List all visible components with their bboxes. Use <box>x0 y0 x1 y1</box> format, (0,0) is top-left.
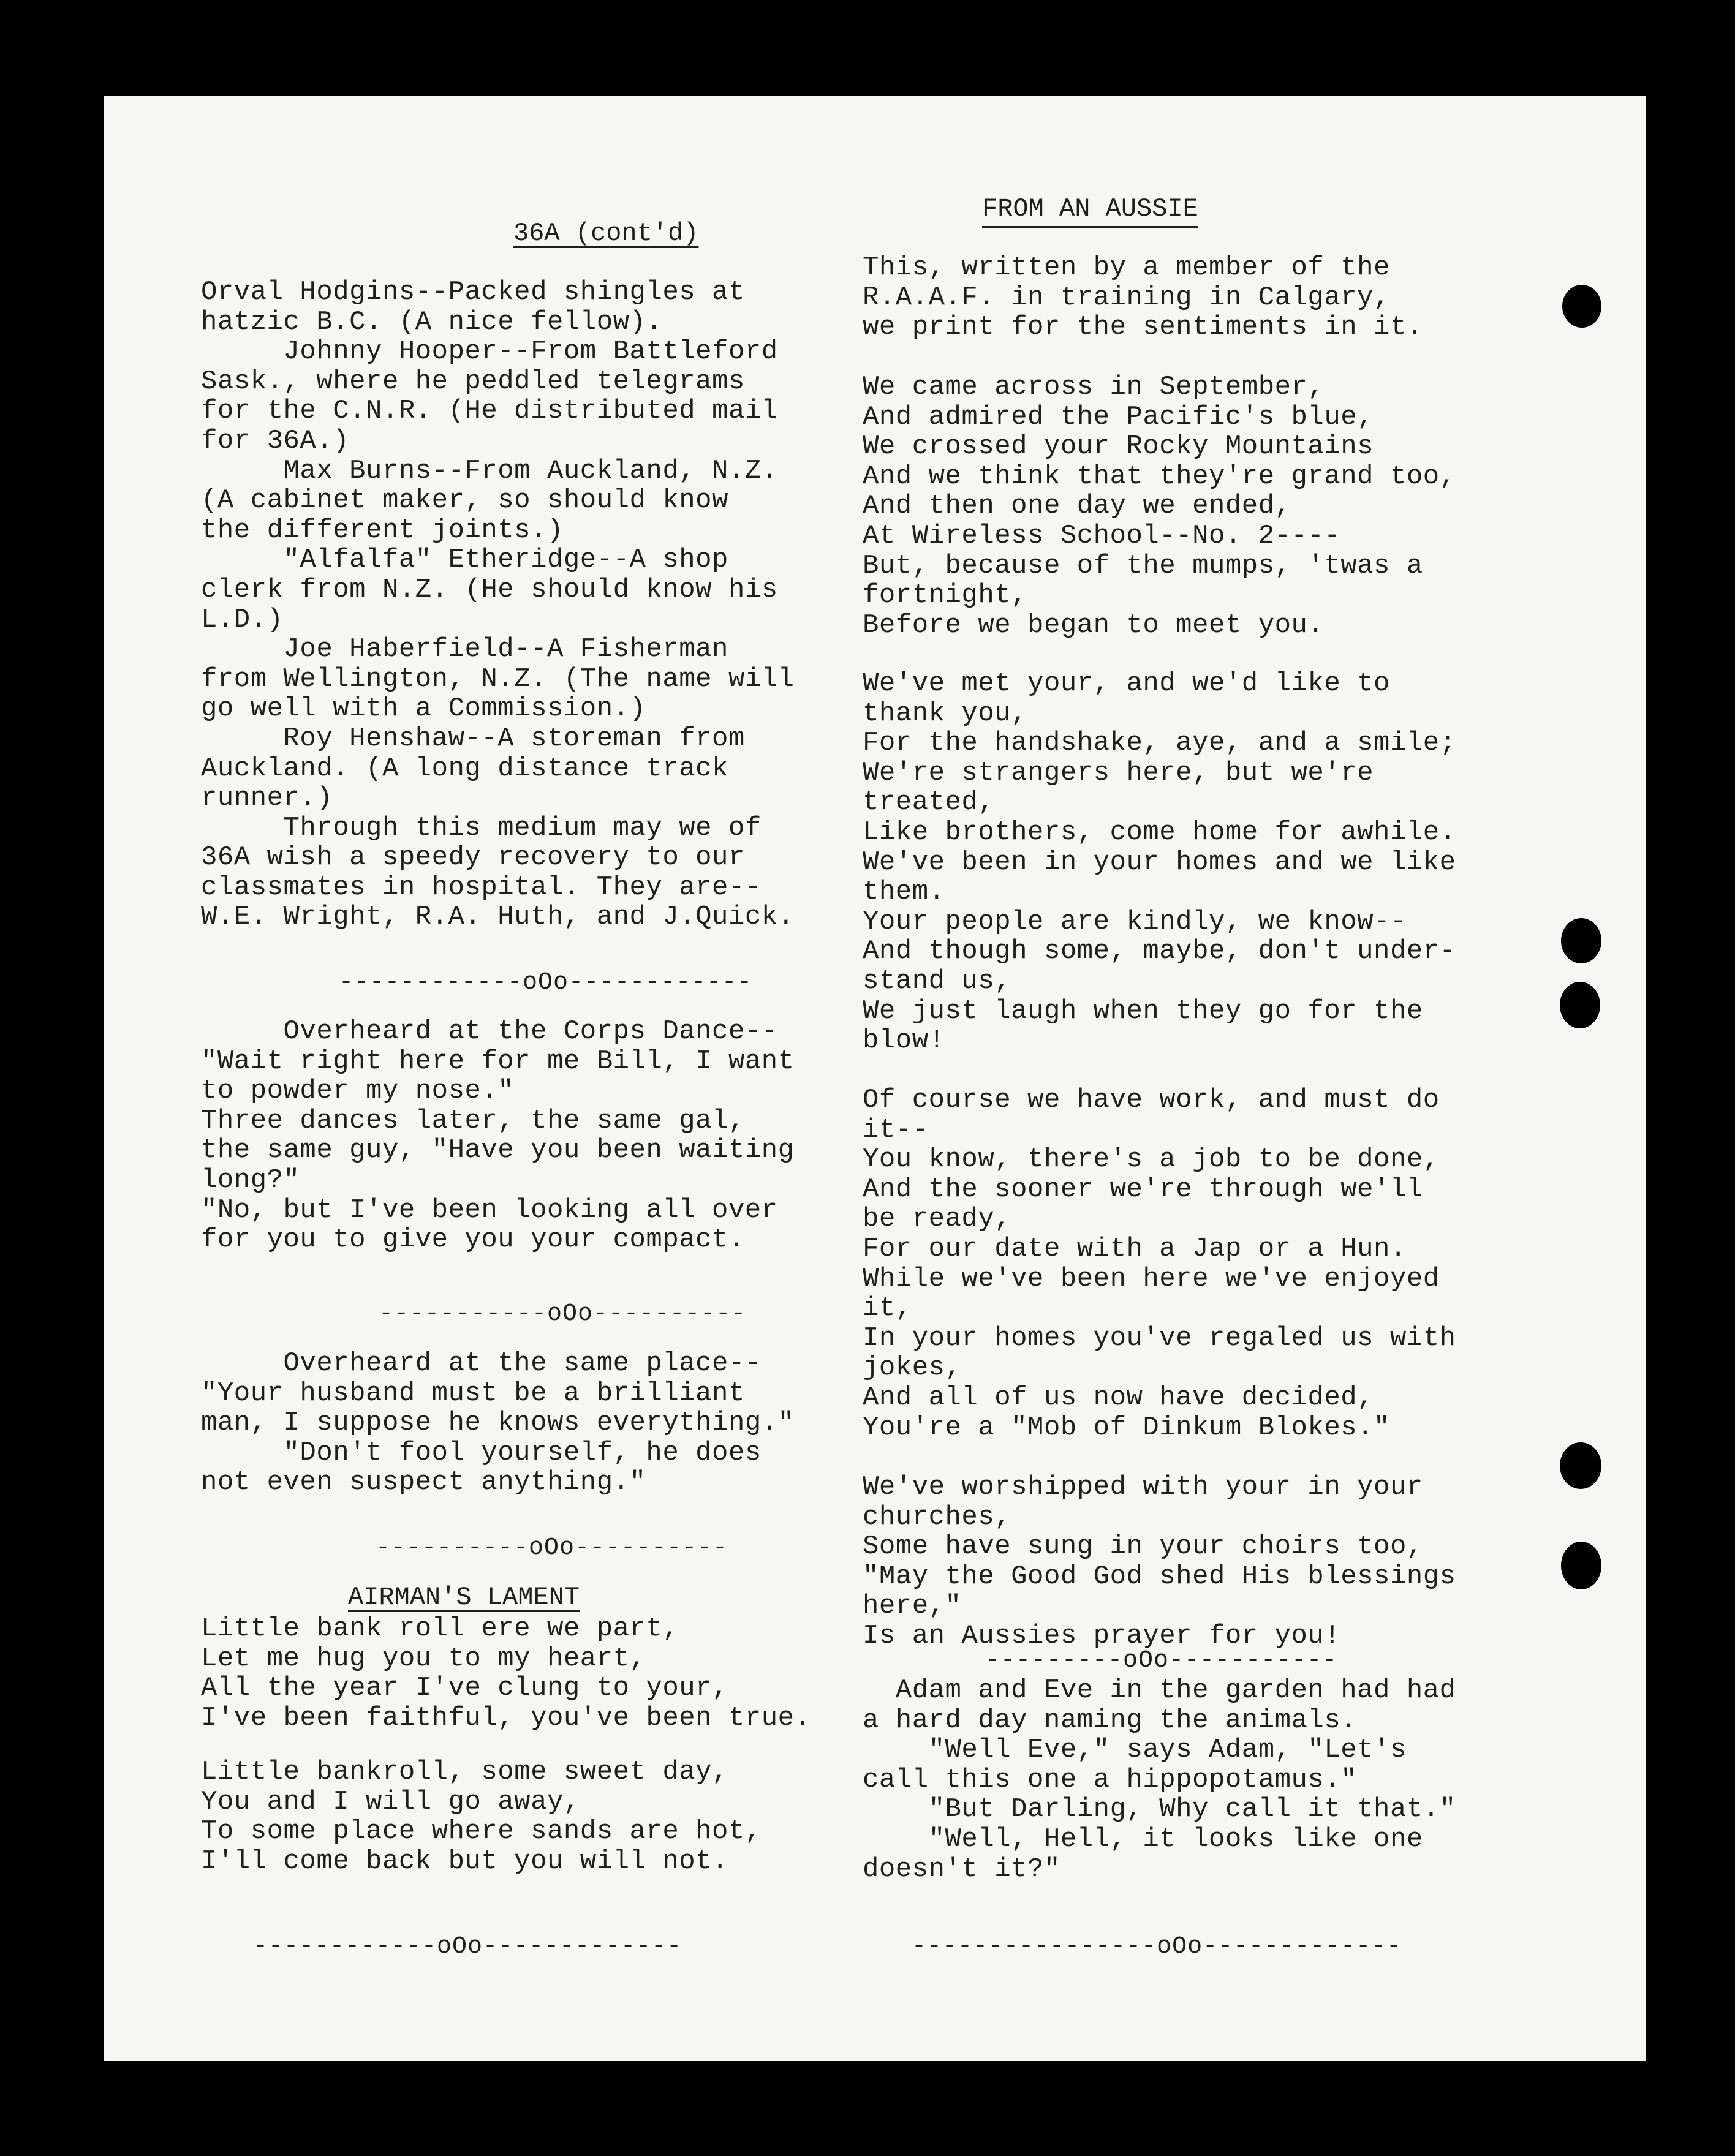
text-line: "Wait right here for me Bill, I want <box>201 1046 795 1077</box>
text-line: We've worshipped with your in your <box>863 1472 1423 1502</box>
text-line: man, I suppose he knows everything." <box>201 1408 795 1439</box>
same-place-joke <box>201 1349 795 1498</box>
text-line: All the year I've clung to your, <box>201 1673 728 1704</box>
text-line: the same guy, "Have you been waiting <box>201 1135 795 1166</box>
text-line: Adam and Eve in the garden had had <box>863 1675 1456 1706</box>
text-line: "Well, Hell, it looks like one <box>863 1823 1423 1855</box>
text-line: classmates in hospital. They are-- <box>201 872 762 903</box>
poem-stanza <box>201 1757 762 1876</box>
text-line: long?" <box>201 1164 300 1196</box>
text-line: stand us, <box>863 965 1011 997</box>
text-line: While we've been here we've enjoyed <box>863 1263 1440 1294</box>
text-line: Some have sung in your choirs too, <box>863 1531 1423 1562</box>
text-line: Orval Hodgins--Packed shingles at <box>201 277 745 307</box>
poem-stanza <box>863 669 1456 1056</box>
classmates-list <box>201 277 795 932</box>
poem-stanza <box>863 1085 1456 1442</box>
separator: ----------oOo---------- <box>376 1534 728 1562</box>
text-line: Your people are kindly, we know-- <box>863 906 1407 937</box>
text-line: for 36A.) <box>201 425 350 456</box>
text-line: Little bankroll, some sweet day, <box>201 1757 728 1787</box>
text-line: You and I will go away, <box>201 1786 580 1817</box>
text-line: Sask., where he peddled telegrams <box>201 366 745 397</box>
text-line: 36A wish a speedy recovery to our <box>201 842 745 873</box>
text-line: But, because of the mumps, 'twas a <box>863 550 1423 581</box>
text-line: Through this medium may we of <box>201 812 762 843</box>
text-line: "Don't fool yourself, he does <box>201 1437 762 1468</box>
text-line: We came across in September, <box>863 372 1325 402</box>
text-line: To some place where sands are hot, <box>201 1816 762 1847</box>
text-line: treated, <box>863 787 995 818</box>
text-line: I've been faithful, you've been true. <box>201 1702 811 1733</box>
text-line: We just laugh when they go for the <box>863 995 1423 1027</box>
text-line: And the sooner we're through we'll <box>863 1174 1423 1205</box>
text-line: In your homes you've regaled us with <box>863 1322 1456 1354</box>
poem-stanza <box>863 372 1456 640</box>
text-line: "May the Good God shed His blessings <box>863 1561 1456 1592</box>
text-line: it, <box>863 1293 912 1324</box>
poem-stanza <box>201 1614 811 1733</box>
text-line: here," <box>863 1591 962 1622</box>
text-line: Overheard at the Corps Dance-- <box>201 1016 778 1047</box>
text-line: Max Burns--From Auckland, N.Z. <box>201 455 778 486</box>
text-line: we print for the sentiments in it. <box>863 312 1423 343</box>
separator: -----------oOo---------- <box>379 1300 747 1328</box>
adam-eve-joke <box>863 1676 1456 1884</box>
text-line: Joe Haberfield--A Fisherman <box>201 634 728 665</box>
text-line: This, written by a member of the <box>863 252 1390 283</box>
text-line: For our date with a Jap or a Hun. <box>863 1233 1407 1264</box>
binder-hole <box>1561 918 1601 963</box>
text-line: "But Darling, Why call it that." <box>863 1794 1456 1825</box>
text-line: Is an Aussies prayer for you! <box>863 1620 1341 1651</box>
binder-hole <box>1560 1442 1601 1489</box>
text-line: for you to give you your compact. <box>201 1224 745 1256</box>
binder-hole <box>1562 285 1601 328</box>
text-line: At Wireless School--No. 2---- <box>863 520 1341 551</box>
poem-title: AIRMAN'S LAMENT <box>348 1583 580 1612</box>
text-line: And though some, maybe, don't under- <box>863 936 1456 967</box>
text-line: Like brothers, come home for awhile. <box>863 816 1456 848</box>
section-heading-aussie: FROM AN AUSSIE <box>982 194 1198 228</box>
section-heading-36a: 36A (cont'd) <box>513 219 699 248</box>
text-line: (A cabinet maker, so should know <box>201 485 728 516</box>
text-line: "Well Eve," says Adam, "Let's <box>863 1735 1407 1766</box>
text-line: it-- <box>863 1114 929 1145</box>
text-line: We've been in your homes and we like <box>863 846 1456 878</box>
text-line: the different joints.) <box>201 514 564 546</box>
corps-dance-joke <box>201 1017 795 1255</box>
text-line: be ready, <box>863 1204 1011 1235</box>
separator: ------------oOo------------ <box>339 969 753 997</box>
text-line: Let me hug you to my heart, <box>201 1643 646 1674</box>
text-line: "Alfalfa" Etheridge--A shop <box>201 545 728 576</box>
text-line: Before we began to meet you. <box>863 609 1325 641</box>
text-line: Overheard at the same place-- <box>201 1348 762 1379</box>
text-line: And we think that they're grand too, <box>863 461 1456 492</box>
text-line: fortnight, <box>863 580 1028 611</box>
text-line: Three dances later, the same gal, <box>201 1105 745 1136</box>
separator: ------------oOo------------- <box>253 1933 682 1961</box>
text-line: We're strangers here, but we're <box>863 757 1374 788</box>
text-line: doesn't it?" <box>863 1853 1060 1885</box>
text-line: go well with a Commission.) <box>201 693 646 725</box>
text-line: thank you, <box>863 698 1028 729</box>
text-line: Little bank roll ere we part, <box>201 1613 679 1644</box>
text-line: to powder my nose." <box>201 1076 515 1107</box>
text-line: I'll come back but you will not. <box>201 1845 728 1877</box>
text-line: call this one a hippopotamus." <box>863 1764 1358 1795</box>
document-page <box>104 96 1646 2061</box>
text-line: a hard day naming the animals. <box>863 1705 1358 1736</box>
text-line: We crossed your Rocky Mountains <box>863 431 1374 462</box>
separator: ----------------oOo------------- <box>912 1933 1402 1961</box>
text-line: And then one day we ended, <box>863 491 1291 522</box>
text-line: hatzic B.C. (A nice fellow). <box>201 306 663 337</box>
text-line: "No, but I've been looking all over <box>201 1194 778 1226</box>
text-line: from Wellington, N.Z. (The name will <box>201 663 795 695</box>
text-line: Auckland. (A long distance track <box>201 753 728 784</box>
aussie-intro <box>863 253 1423 342</box>
text-line: Roy Henshaw--A storeman from <box>201 723 745 754</box>
text-line: And admired the Pacific's blue, <box>863 401 1374 432</box>
text-line: jokes, <box>863 1352 962 1384</box>
text-line: Of course we have work, and must do <box>863 1085 1440 1115</box>
text-line: blow! <box>863 1025 945 1057</box>
poem-stanza <box>863 1472 1456 1651</box>
text-line: runner.) <box>201 783 333 814</box>
text-line: You know, there's a job to be done, <box>863 1144 1440 1175</box>
text-line: You're a "Mob of Dinkum Blokes." <box>863 1412 1390 1443</box>
separator: ---------oOo----------- <box>985 1647 1338 1675</box>
text-line: churches, <box>863 1501 1011 1532</box>
text-line: We've met your, and we'd like to <box>863 668 1390 699</box>
text-line: W.E. Wright, R.A. Huth, and J.Quick. <box>201 902 795 933</box>
text-line: them. <box>863 876 945 908</box>
text-line: Johnny Hooper--From Battleford <box>201 336 778 368</box>
text-line: for the C.N.R. (He distributed mail <box>201 396 778 427</box>
text-line: clerk from N.Z. (He should know his <box>201 574 778 605</box>
text-line: For the handshake, aye, and a smile; <box>863 728 1456 759</box>
text-line: R.A.A.F. in training in Calgary, <box>863 282 1390 313</box>
text-line: L.D.) <box>201 604 284 635</box>
binder-hole <box>1560 982 1600 1028</box>
text-line: not even suspect anything." <box>201 1467 646 1498</box>
text-line: "Your husband must be a brilliant <box>201 1378 745 1409</box>
text-line: And all of us now have decided, <box>863 1382 1374 1413</box>
binder-hole <box>1561 1542 1601 1589</box>
